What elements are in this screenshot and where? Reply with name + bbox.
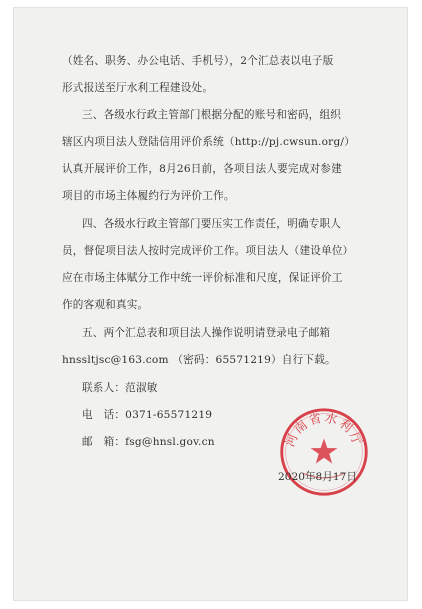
- document-line: 应在市场主体赋分工作中统一评价标准和尺度，保证评价工: [62, 272, 343, 284]
- document-line: 项目的市场主体履约行为评价工作。: [62, 190, 235, 202]
- document-line: 形式报送至厅水利工程建设处。: [62, 82, 214, 94]
- document-page: [14, 8, 407, 600]
- contact-phone: 电 话：0371-65571219: [82, 409, 213, 421]
- document-line: （姓名、职务、办公电话、手机号），2个汇总表以电子版: [62, 55, 334, 67]
- document-line: 三、各级水行政主管部门根据分配的账号和密码，组织: [82, 109, 342, 121]
- seal-text: 河南省水利厅: [281, 409, 367, 449]
- contact-person: 联系人：范淑敏: [82, 382, 158, 394]
- official-seal-icon: [276, 404, 372, 500]
- document-line: 认真开展评价工作，8月26日前，各项目法人要完成对参建: [62, 163, 342, 175]
- document-line: 四、各级水行政主管部门要压实工作责任，明确专职人: [82, 218, 342, 230]
- document-line: 员，督促项目法人按时完成评价工作。项目法人（建设单位）: [62, 245, 354, 257]
- document-line: 辖区内项目法人登陆信用评价系统（http://pj.cwsun.org/）: [62, 136, 355, 148]
- document-line: 作的客观和真实。: [62, 299, 149, 311]
- document-line: 五、两个汇总表和项目法人操作说明请登录电子邮箱: [82, 327, 331, 339]
- document-date: 2020年8月17日: [278, 471, 357, 483]
- contact-email-line: hnssltjsc@163.com （密码：65571219）自行下载。: [62, 354, 336, 366]
- contact-mailbox: 邮 箱：fsg@hnsl.gov.cn: [82, 436, 215, 448]
